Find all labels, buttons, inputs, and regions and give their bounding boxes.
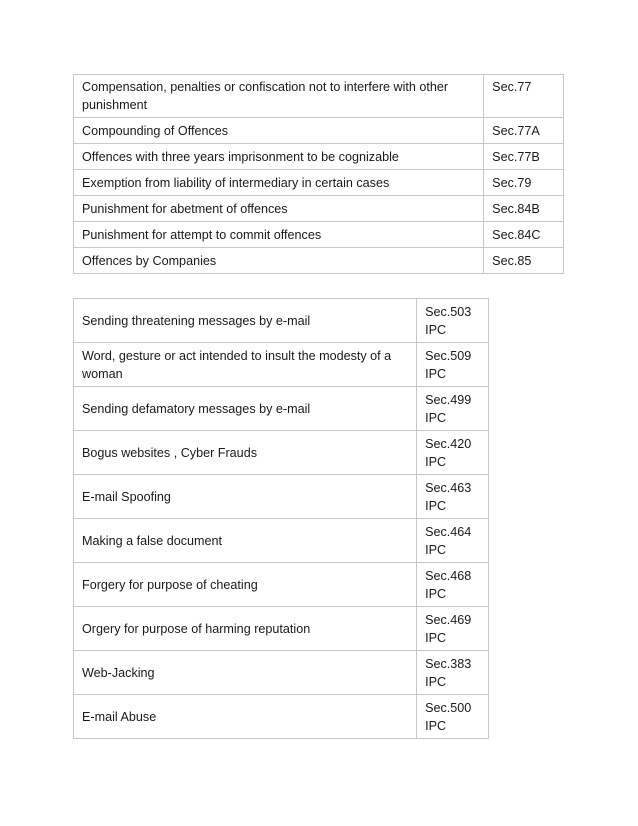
section-cell — [417, 695, 489, 739]
section-cell — [417, 519, 489, 563]
offence-cell: Word, gesture or act intended to insult the modesty of a woman — [74, 343, 417, 387]
offence-cell: Sending defamatory messages by e-mail — [74, 387, 417, 431]
offence-cell: Offences by Companies — [74, 248, 484, 274]
it-act-offences-table — [73, 74, 564, 274]
offence-cell: Punishment for abetment of offences — [74, 196, 484, 222]
table-row — [74, 170, 564, 196]
section-code: IPC — [425, 323, 447, 337]
section-code: IPC — [425, 455, 447, 469]
offence-cell: Exemption from liability of intermediary in certain cases — [74, 170, 484, 196]
table-row — [74, 248, 564, 274]
offence-cell: Forgery for purpose of cheating — [74, 563, 417, 607]
offence-cell: Offences with three years imprisonment to be cognizable — [74, 144, 484, 170]
offence-cell: Web-Jacking — [74, 651, 417, 695]
section-number: Sec.469 — [425, 613, 472, 627]
section-cell: Sec.84B — [484, 196, 564, 222]
section-code: IPC — [425, 587, 447, 601]
section-cell — [417, 563, 489, 607]
section-cell: Sec.77A — [484, 118, 564, 144]
offence-cell: Sending threatening messages by e-mail — [74, 299, 417, 343]
offence-cell: Compounding of Offences — [74, 118, 484, 144]
section-cell: Sec.77 — [484, 75, 564, 118]
table-row — [74, 695, 489, 739]
section-number: Sec.463 — [425, 481, 472, 495]
table-row — [74, 343, 489, 387]
table-row — [74, 651, 489, 695]
table-row — [74, 75, 564, 118]
section-code: IPC — [425, 719, 447, 733]
table-row — [74, 431, 489, 475]
offence-cell: Punishment for attempt to commit offences — [74, 222, 484, 248]
table-row — [74, 144, 564, 170]
offence-cell: Compensation, penalties or confiscation not to interfere with other punishment — [74, 75, 484, 118]
section-code: IPC — [425, 675, 447, 689]
section-cell — [417, 387, 489, 431]
table-row — [74, 387, 489, 431]
section-cell — [417, 607, 489, 651]
section-code: IPC — [425, 499, 447, 513]
offence-cell: Bogus websites , Cyber Frauds — [74, 431, 417, 475]
section-number: Sec.468 — [425, 569, 472, 583]
section-number: Sec.420 — [425, 437, 472, 451]
section-cell: Sec.77B — [484, 144, 564, 170]
section-cell — [417, 299, 489, 343]
table-row — [74, 519, 489, 563]
section-cell: Sec.84C — [484, 222, 564, 248]
section-number: Sec.500 — [425, 701, 472, 715]
section-code: IPC — [425, 411, 447, 425]
table-row — [74, 607, 489, 651]
table-row — [74, 222, 564, 248]
section-number: Sec.499 — [425, 393, 472, 407]
table-row — [74, 196, 564, 222]
section-cell: Sec.85 — [484, 248, 564, 274]
table-row — [74, 118, 564, 144]
section-number: Sec.464 — [425, 525, 472, 539]
table-row — [74, 475, 489, 519]
section-number: Sec.503 — [425, 305, 472, 319]
offence-cell: Making a false document — [74, 519, 417, 563]
offence-cell: E-mail Abuse — [74, 695, 417, 739]
section-code: IPC — [425, 631, 447, 645]
offence-cell: Orgery for purpose of harming reputation — [74, 607, 417, 651]
section-cell — [417, 475, 489, 519]
section-code: IPC — [425, 543, 447, 557]
section-cell — [417, 651, 489, 695]
ipc-offences-table — [73, 298, 489, 739]
offence-cell: E-mail Spoofing — [74, 475, 417, 519]
section-number: Sec.383 — [425, 657, 472, 671]
section-code: IPC — [425, 367, 447, 381]
table-row — [74, 299, 489, 343]
section-cell: Sec.79 — [484, 170, 564, 196]
section-number: Sec.509 — [425, 349, 472, 363]
section-cell — [417, 431, 489, 475]
section-cell — [417, 343, 489, 387]
table-row — [74, 563, 489, 607]
